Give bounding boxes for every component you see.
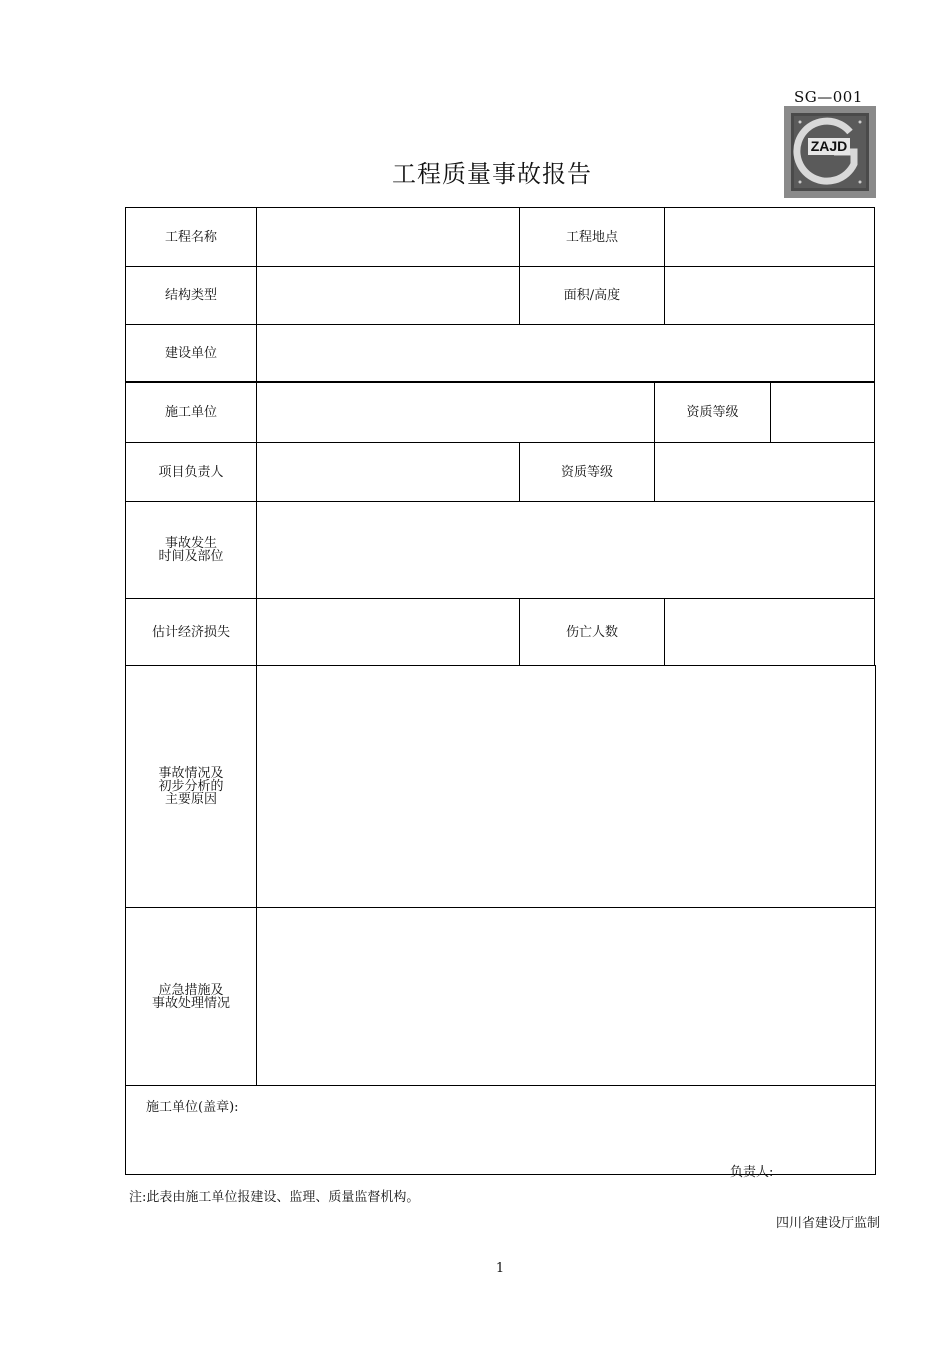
structure-type-field[interactable] xyxy=(257,267,519,324)
contractor-seal-label: 施工单位(盖章): xyxy=(146,1100,239,1115)
page-number: 1 xyxy=(495,1261,505,1276)
footer-note: 注:此表由施工单位报建设、监理、质量监督机构。 xyxy=(129,1190,420,1205)
project-name-label: 工程名称 xyxy=(164,229,217,245)
supervisor-text: 四川省建设厅监制 xyxy=(776,1216,881,1231)
project-site-field[interactable] xyxy=(665,208,874,266)
casualties-field[interactable] xyxy=(665,599,874,665)
project-manager-field[interactable] xyxy=(257,443,519,501)
project-name-field[interactable] xyxy=(257,208,519,266)
area-height-field[interactable] xyxy=(665,267,874,324)
owner-unit-field[interactable] xyxy=(257,325,874,381)
page-title: 工程质量事故报告 xyxy=(392,160,592,188)
economic-loss-field[interactable] xyxy=(257,599,519,665)
emergency-field[interactable] xyxy=(257,908,875,1085)
contractor-qualification-label: 资质等级 xyxy=(686,405,739,420)
contractor-field[interactable] xyxy=(257,383,654,442)
responsible-person-label: 负责人: xyxy=(730,1165,774,1180)
logo-text: ZAJD xyxy=(810,138,848,154)
accident-time-label: 事故发生 时间及部位 xyxy=(158,536,224,564)
project-manager-label: 项目负责人 xyxy=(158,464,224,480)
manager-qualification-label: 资质等级 xyxy=(560,464,613,480)
contractor-label: 施工单位 xyxy=(164,405,217,420)
casualties-label: 伤亡人数 xyxy=(565,624,618,640)
owner-unit-label: 建设单位 xyxy=(164,345,217,361)
project-site-label: 工程地点 xyxy=(565,229,618,245)
accident-analysis-label: 事故情况及 初步分析的 主要原因 xyxy=(158,766,224,807)
emergency-label: 应急措施及 事故处理情况 xyxy=(151,982,230,1011)
manager-qualification-field[interactable] xyxy=(655,443,874,501)
area-height-label: 面积/高度 xyxy=(563,288,621,303)
economic-loss-label: 估计经济损失 xyxy=(151,624,230,640)
form-code: SG—001 xyxy=(794,88,863,106)
structure-type-label: 结构类型 xyxy=(164,288,217,303)
contractor-qualification-field[interactable] xyxy=(771,383,874,442)
accident-time-field[interactable] xyxy=(257,502,874,598)
accident-analysis-field[interactable] xyxy=(257,666,875,907)
